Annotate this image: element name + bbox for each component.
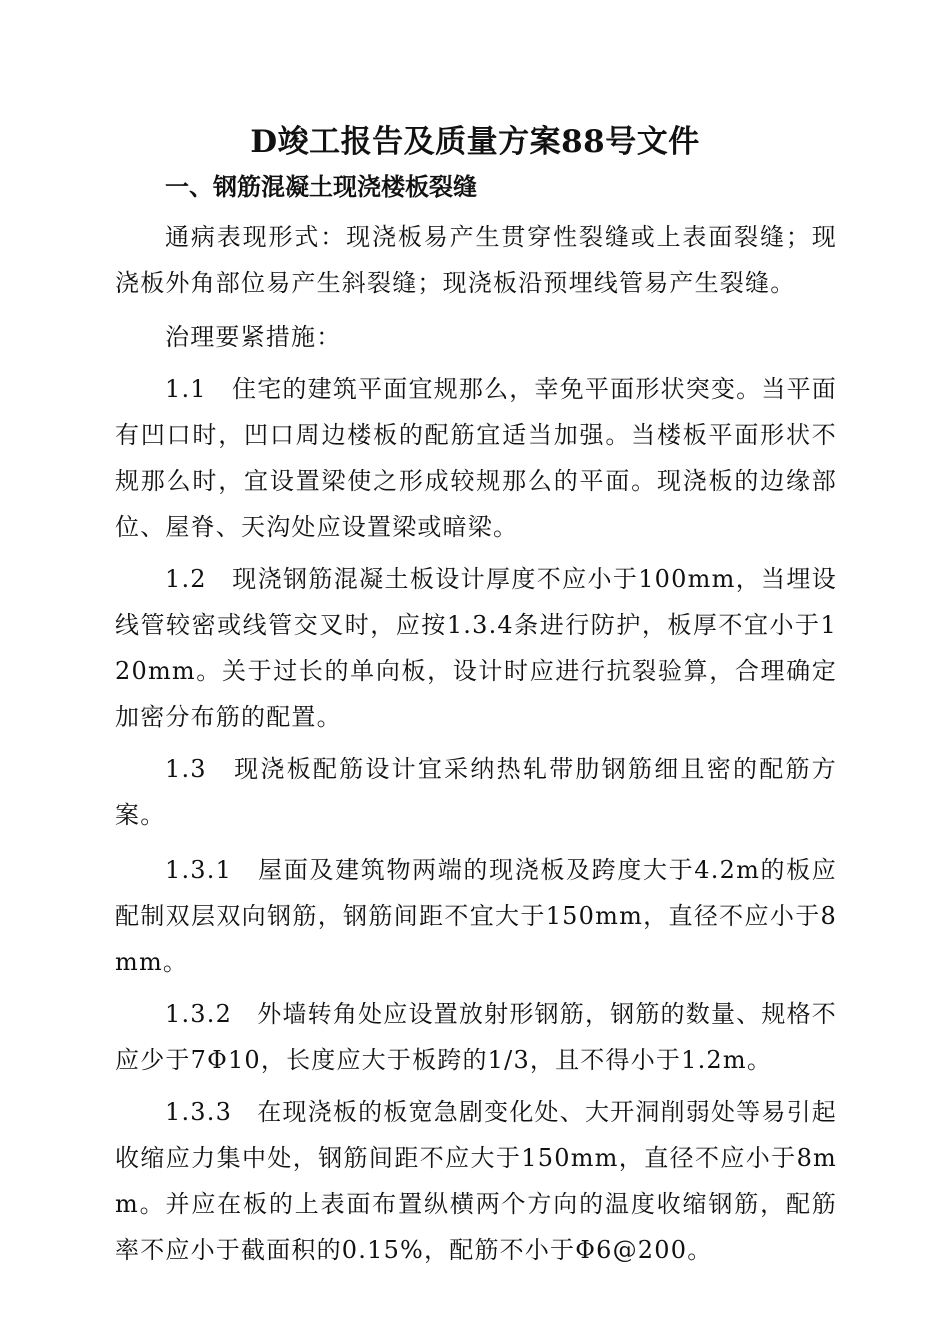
paragraph-1-3-2: 1.3.2 外墙转角处应设置放射形钢筋，钢筋的数量、规格不应少于7Φ10，长度应大于板跨的1/3，且不得小于1.2m。: [115, 1000, 837, 1074]
paragraph-1-3-1: 1.3.1 屋面及建筑物两端的现浇板及跨度大于4.2m的板应配制双层双向钢筋，钢筋间距不宜大于150mm，直径不应小于8mm。: [115, 856, 837, 976]
paragraph-symptoms: 通病表现形式：现浇板易产生贯穿性裂缝或上表面裂缝；现浇板外角部位易产生斜裂缝；现浇板沿预埋线管易产生裂缝。: [115, 223, 837, 297]
paragraph-1-3-3: 1.3.3 在现浇板的板宽急剧变化处、大开洞削弱处等易引起收缩应力集中处，钢筋间距不应大于150mm，直径不应小于8mm。并应在板的上表面布置纵横两个方向的温度收缩钢筋，配筋率不应小于截面积的0.15%，配筋不小于Φ6@200。: [115, 1098, 837, 1264]
paragraph-1-2: 1.2 现浇钢筋混凝土板设计厚度不应小于100mm，当埋设线管较密或线管交叉时，应按1.3.4条进行防护，板厚不宜小于120mm。关于过长的单向板，设计时应进行抗裂验算，合理确定加密分布筋的配置。: [115, 565, 837, 731]
document-title: D竣工报告及质量方案88号文件: [250, 124, 700, 160]
body-text: [115, 214, 837, 1273]
paragraph-1-1: 1.1 住宅的建筑平面宜规那么，幸免平面形状突变。当平面有凹口时，凹口周边楼板的配筋宜适当加强。当楼板平面形状不规那么时，宜设置梁使之形成较规那么的平面。现浇板的边缘部位、屋脊、天沟处应设置梁或暗梁。: [115, 375, 837, 541]
section-heading: 一、钢筋混凝土现浇楼板裂缝: [165, 173, 477, 201]
paragraph-measures-heading: 治理要紧措施：: [165, 323, 342, 351]
paragraph-1-3: 1.3 现浇板配筋设计宜采纳热轧带肋钢筋细且密的配筋方案。: [115, 755, 837, 829]
